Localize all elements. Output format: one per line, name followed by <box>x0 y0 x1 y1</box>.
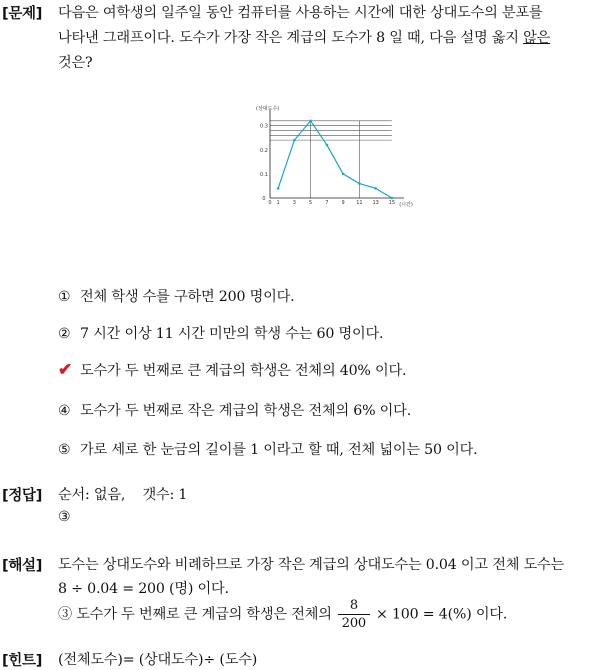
data-point-6 <box>374 187 377 190</box>
chart-labels <box>256 105 413 208</box>
data-point-1 <box>293 139 296 142</box>
hint-label: [힌트] <box>2 653 43 669</box>
choice-5-mark: ⑤ <box>58 442 71 458</box>
problem-line-2 <box>58 27 550 47</box>
fraction-numerator: 8 <box>338 597 370 615</box>
x-tick-7: 13 <box>372 200 379 206</box>
explanation-line-3 <box>58 597 507 632</box>
choice-2-text: 7 시간 이상 11 시간 미만의 학생 수는 60 명이다. <box>80 326 384 342</box>
choice-5[interactable] <box>58 439 477 459</box>
chart-series <box>277 120 393 200</box>
choice-2[interactable] <box>58 323 383 343</box>
x-axis-label: (시간) <box>399 202 413 208</box>
answer-label: [정답] <box>2 488 43 504</box>
choice-3[interactable] <box>58 360 406 380</box>
fraction-denominator: 200 <box>341 616 366 631</box>
x-tick-4: 7 <box>325 200 329 206</box>
problem-line-3: 것은? <box>58 55 93 71</box>
explanation-line-2: 8 ÷ 0.04 = 200 (명) 이다. <box>58 581 229 597</box>
x-tick-1: 1 <box>276 200 280 206</box>
answer-line-1: 순서: 없음, 갯수: 1 <box>58 487 188 503</box>
choice-4[interactable] <box>58 400 411 420</box>
x-tick-2: 3 <box>292 200 296 206</box>
hint-text: (전체도수)= (상대도수)÷ (도수) <box>58 652 258 668</box>
x-tick-6: 11 <box>356 200 363 206</box>
fraction <box>338 597 370 632</box>
problem-label: [문제] <box>2 6 43 22</box>
explanation-line-3-pre: ③ 도수가 두 번째로 큰 계급의 학생은 전체의 <box>58 606 332 623</box>
choice-4-text: 도수가 두 번째로 작은 계급의 학생은 전체의 6% 이다. <box>80 403 411 419</box>
series-line <box>278 121 392 198</box>
y-tick-1: 0.2 <box>260 147 268 154</box>
x-tick-5: 9 <box>341 200 345 206</box>
underlined-word: 않은 <box>523 30 551 46</box>
relative-frequency-chart <box>248 100 413 212</box>
choice-5-text: 가로 세로 한 눈금의 길이를 1 이라고 할 때, 전체 넓이는 50 이다. <box>80 442 478 458</box>
explanation-line-1: 도수는 상대도수와 비례하므로 가장 작은 계급의 상대도수는 0.04 이고 전체 도수는 <box>58 557 565 573</box>
data-point-3 <box>326 144 329 147</box>
x-tick-0: 0 <box>268 200 272 206</box>
choice-1-text: 전체 학생 수를 구하면 200 명이다. <box>80 289 295 305</box>
choice-4-mark: ④ <box>58 403 71 419</box>
data-point-2 <box>309 120 312 123</box>
data-point-0 <box>277 187 280 190</box>
x-tick-3: 5 <box>309 200 313 206</box>
y-tick-0: 0.3 <box>260 123 268 130</box>
data-point-7 <box>391 197 394 200</box>
choice-2-mark: ② <box>58 326 71 342</box>
problem-line-2-text: 나타낸 그래프이다. 도수가 가장 작은 계급의 도수가 8 일 때, 다음 설명 옳지 <box>58 30 524 46</box>
data-point-4 <box>342 173 345 176</box>
y-axis-label: (상대도수) <box>256 106 280 112</box>
answer-line-2: ③ <box>58 509 71 525</box>
choice-1[interactable] <box>58 286 294 306</box>
choice-1-mark: ① <box>58 289 71 305</box>
explanation-label: [해설] <box>2 558 43 574</box>
data-point-5 <box>358 182 361 185</box>
problem-line-1: 다음은 여학생의 일주일 동안 컴퓨터를 사용하는 시간에 대한 상대도수의 분포를 <box>58 5 543 21</box>
x-tick-8: 15 <box>388 200 396 206</box>
explanation-line-3-post: × 100 = 4(%) 이다. <box>375 606 508 623</box>
choice-3-text: 도수가 두 번째로 큰 계급의 학생은 전체의 40% 이다. <box>80 363 407 379</box>
y-tick-3: 0 <box>262 196 266 202</box>
checkmark-icon: ✔ <box>58 360 73 380</box>
y-tick-2: 0.1 <box>260 171 268 178</box>
